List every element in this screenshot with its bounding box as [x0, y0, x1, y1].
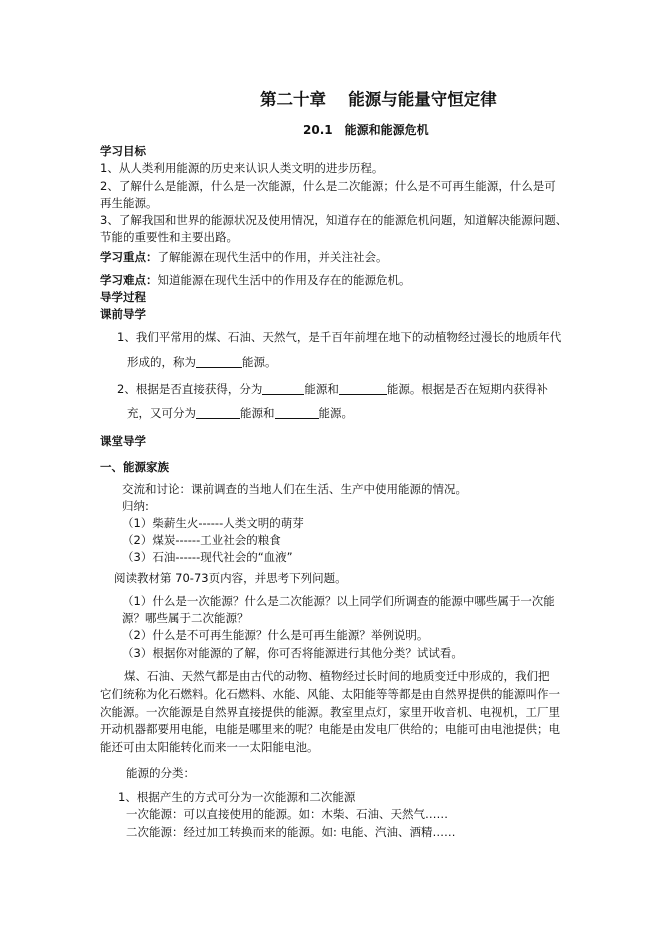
- question-1-line2: 源？哪些属于二次能源？: [122, 611, 249, 625]
- objective-1: 1、从人类利用能源的历史来认识人类文明的进步历程。: [100, 161, 384, 175]
- difficult-point: [100, 272, 411, 288]
- guide-heading: 导学过程: [100, 290, 146, 304]
- key-point: [100, 249, 388, 265]
- question-1-line1: （1）什么是一次能源？什么是二次能源？以上同学们所调查的能源中哪些属于一次能: [122, 594, 555, 608]
- chapter-title: 第二十章 能源与能量守恒定律: [260, 90, 497, 109]
- q2-text-pre: 2、根据是否直接获得，分为: [117, 382, 263, 396]
- objective-3-line1: 3、了解我国和世界的能源状况及使用情况，知道存在的能源危机问题，知道解决能源问题、: [100, 213, 568, 227]
- fill-blank-secondary[interactable]: [339, 382, 387, 395]
- fill-blank-fossil[interactable]: [196, 355, 242, 368]
- pre-class-q2-line2: [127, 405, 353, 421]
- difficult-point-label: 学习难点：: [100, 273, 158, 287]
- key-point-text: 了解能源在现代生活中的作用，并关注社会。: [157, 250, 388, 264]
- objective-2-line1: 2、了解什么是能源，什么是一次能源，什么是二次能源；什么是不可再生能源，什么是可: [100, 179, 556, 193]
- q2b-text-mid: 能源和: [240, 406, 275, 420]
- energy-family-heading: 一、能源家族: [100, 460, 169, 474]
- paragraph-line-3: 次能源。一次能源是自然界直接提供的能源。教室里点灯，家里开收音机、电视机，工厂里: [100, 705, 560, 719]
- secondary-energy-definition: 二次能源：经过加工转换而来的能源。如: 电能、汽油、酒精……: [126, 825, 456, 839]
- objective-2-line2: 再生能源。: [100, 196, 158, 210]
- q1-text-post: 能源。: [242, 355, 277, 369]
- pre-class-heading: 课前导学: [100, 307, 146, 321]
- section-title: 20.1 能源和能源危机: [303, 123, 429, 137]
- fill-blank-primary[interactable]: [262, 382, 304, 395]
- summary-label: 归纳:: [122, 499, 149, 513]
- fill-blank-renewable[interactable]: [275, 406, 319, 419]
- classification-rule-1: 1、根据产生的方式可分为一次能源和二次能源: [118, 790, 356, 804]
- q1-text-pre: 形成的，称为: [127, 355, 196, 369]
- summary-item-1: （1）柴薪生火------人类文明的萌芽: [122, 516, 304, 530]
- pre-class-q2-line1: [117, 381, 548, 397]
- q2b-text-post: 能源。: [318, 406, 353, 420]
- key-point-label: 学习重点：: [100, 250, 158, 264]
- paragraph-line-1: 煤、石油、天然气都是由古代的动物、植物经过长时间的地质变迁中形成的，我们把: [124, 669, 550, 683]
- classification-title: 能源的分类：: [126, 766, 195, 780]
- difficult-point-text: 知道能源在现代生活中的作用及存在的能源危机。: [157, 273, 411, 287]
- question-2: （2）什么是不可再生能源？什么是可再生能源？举例说明。: [122, 628, 429, 642]
- summary-item-3: （3）石油------现代社会的“血液”: [122, 550, 293, 564]
- paragraph-line-5: 能还可由太阳能转化而来一一太阳能电池。: [100, 740, 319, 754]
- pre-class-q1-line2: [127, 354, 277, 370]
- q2-text-mid: 能源和: [304, 382, 339, 396]
- q2-text-post: 能源。根据是否在短期内获得补: [386, 382, 548, 396]
- discussion: 交流和讨论：课前调查的当地人们在生活、生产中使用能源的情况。: [122, 482, 467, 496]
- paragraph-line-4: 开动机器都要用电能，电能是哪里来的呢？电能是由发电厂供给的；电能可由电池提供；电: [100, 722, 560, 736]
- question-3: （3）根据你对能源的了解，你可否将能源进行其他分类？试试看。: [122, 646, 463, 660]
- fill-blank-nonrenewable[interactable]: [196, 406, 240, 419]
- objectives-heading: 学习目标: [100, 144, 146, 158]
- reading-instruction: 阅读教材第 70-73页内容，并思考下列问题。: [114, 571, 347, 585]
- q2b-text-pre: 充，又可分为: [127, 406, 196, 420]
- objective-3-line2: 节能的重要性和主要出路。: [100, 230, 238, 244]
- in-class-heading: 课堂导学: [100, 434, 146, 448]
- summary-item-2: （2）煤炭------工业社会的粮食: [122, 533, 281, 547]
- primary-energy-definition: 一次能源：可以直接使用的能源。如：木柴、石油、天然气……: [126, 807, 448, 821]
- paragraph-line-2: 它们统称为化石燃料。化石燃料、水能、风能、太阳能等等都是由自然界提供的能源叫作一: [100, 687, 560, 701]
- pre-class-q1-line1: 1、我们平常用的煤、石油、天然气，是千百年前埋在地下的动植物经过漫长的地质年代: [117, 330, 562, 344]
